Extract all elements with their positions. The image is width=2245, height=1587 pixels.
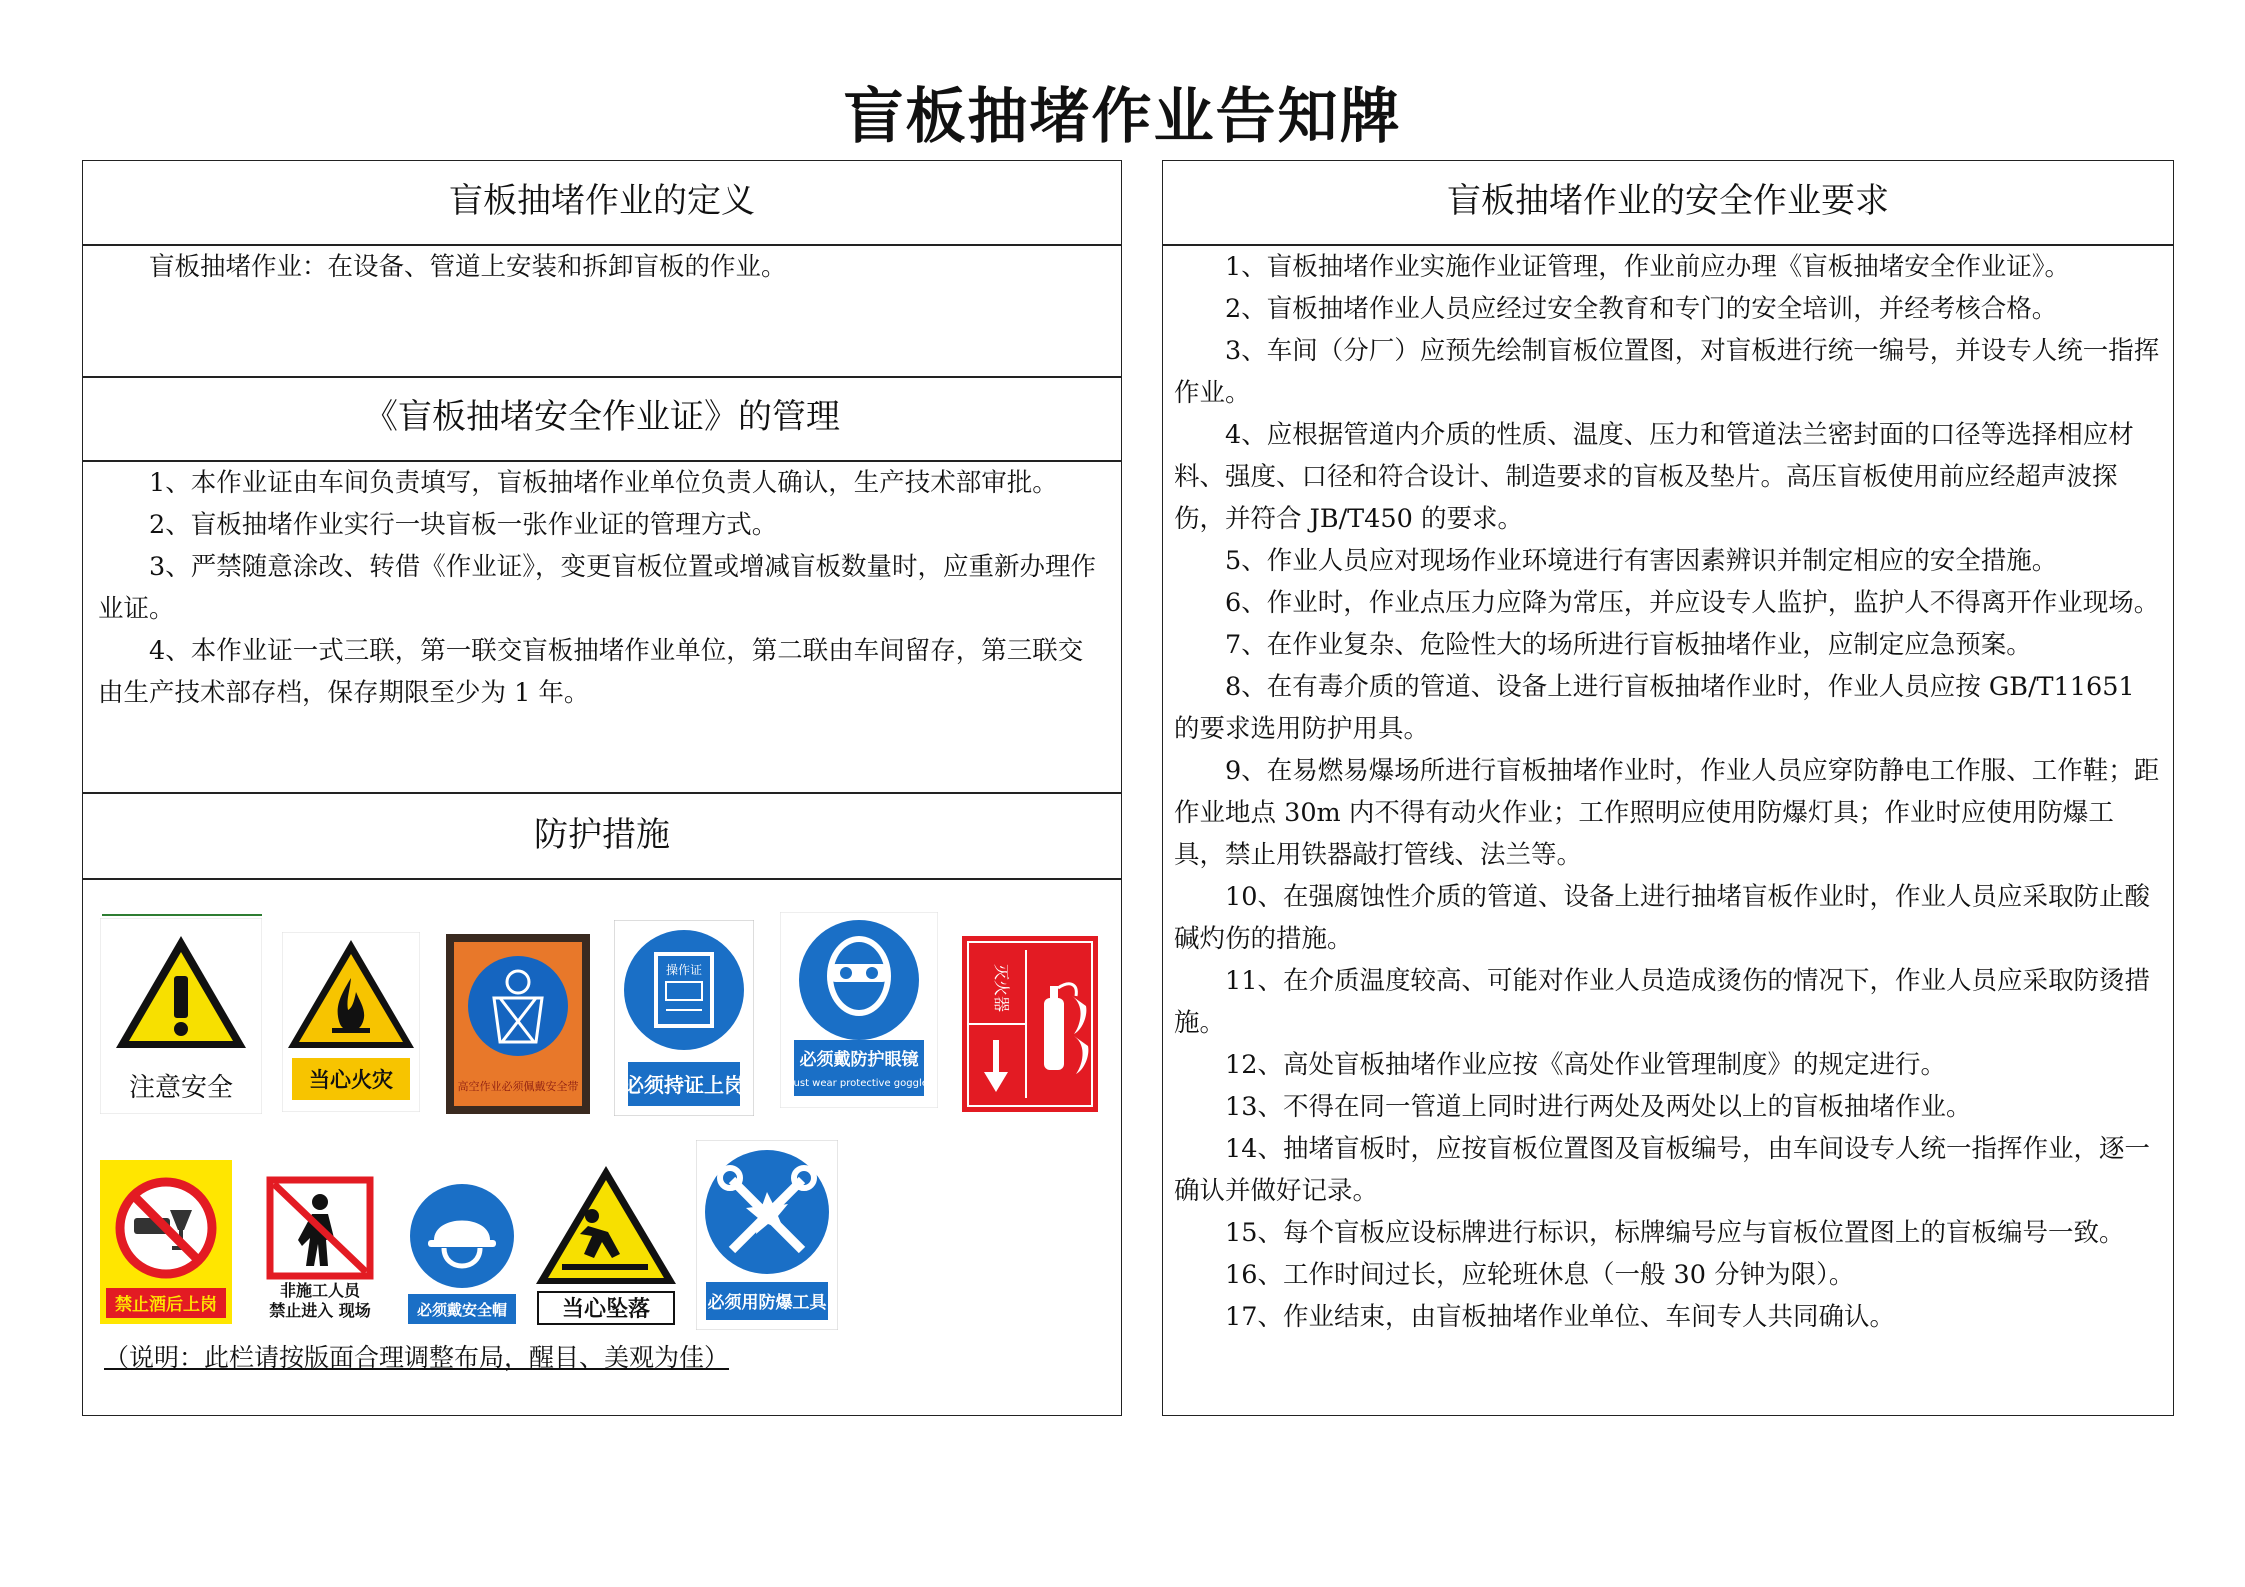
requirement-item: 2、盲板抽堵作业人员应经过安全教育和专门的安全培训，并经考核合格。 [1225, 294, 2058, 324]
requirement-item: 12、高处盲板抽堵作业应按《高处作业管理制度》的规定进行。 [1225, 1050, 1946, 1080]
fire-warning-label: 当心火灾 [309, 1068, 393, 1092]
helmet-icon [410, 1184, 514, 1288]
permit-item: 1、本作业证由车间负责填写，盲板抽堵作业单位负责人确认，生产技术部审批。 [149, 468, 1058, 498]
definition-heading: 盲板抽堵作业的定义 [449, 181, 755, 221]
requirements-text [1174, 246, 2164, 1338]
requirement-item: 7、在作业复杂、危险性大的场所进行盲板抽堵作业，应制定应急预案。 [1225, 630, 2032, 660]
protection-heading: 防护措施 [534, 815, 670, 855]
permit-required-sign [614, 920, 754, 1116]
no-entry-person-icon [270, 1180, 370, 1276]
requirement-item: 16、工作时间过长，应轮班休息（一般 30 分钟为限）。 [1225, 1260, 1855, 1290]
harness-label: 高空作业必须佩戴安全带 [457, 1080, 579, 1093]
extinguisher-label: 灭火器 [992, 964, 1011, 1013]
goggles-label: 必须戴防护眼镜 [799, 1050, 919, 1070]
divider [82, 376, 1122, 378]
requirement-item: 13、不得在同一管道上同时进行两处及两处以上的盲板抽堵作业。 [1225, 1092, 1972, 1122]
requirement-item: 10、在强腐蚀性介质的管道、设备上进行抽堵盲板作业时，作业人员应采取防止酸碱灼伤的措施。 [1174, 882, 2150, 954]
fall-warning-sign [532, 1162, 680, 1328]
requirement-item: 8、在有毒介质的管道、设备上进行盲板抽堵作业时，作业人员应按 GB/T11651 的要求选用防护用具。 [1174, 672, 2135, 744]
definition-text [98, 246, 1108, 288]
requirement-item: 4、应根据管道内介质的性质、温度、压力和管道法兰密封面的口径等选择相应材料、强度、口径和符合设计、制造要求的盲板及垫片。高压盲板使用前应经超声波探伤，并符合 JB/T450 的要求。 [1174, 420, 2134, 534]
permit-card-icon [624, 930, 744, 1050]
requirement-item: 6、作业时，作业点压力应降为常压，并应设专人监护，监护人不得离开作业现场。 [1225, 588, 2160, 618]
explosion-proof-tools-sign [696, 1140, 838, 1330]
divider [82, 792, 1122, 794]
no-entry-label-line1: 非施工人员 [279, 1281, 361, 1300]
explosion-proof-tools-label: 必须用防爆工具 [707, 1293, 827, 1313]
tools-icon [705, 1150, 829, 1274]
divider [82, 878, 1122, 880]
permit-text [98, 462, 1108, 714]
fire-warning-sign [282, 932, 420, 1112]
page-title: 盲板抽堵作业告知牌 [843, 82, 1402, 152]
requirement-item: 1、盲板抽堵作业实施作业证管理，作业前应办理《盲板抽堵安全作业证》。 [1225, 252, 2070, 282]
decorative-line [102, 914, 262, 916]
requirement-item: 3、车间（分厂）应预先绘制盲板位置图，对盲板进行统一编号，并设专人统一指挥作业。 [1174, 336, 2160, 408]
goggles-required-sign [780, 912, 938, 1108]
no-alcohol-icon [120, 1182, 212, 1274]
definition-paragraph: 盲板抽堵作业：在设备、管道上安装和拆卸盲板的作业。 [149, 252, 787, 282]
requirement-item: 17、作业结束，由盲板抽堵作业单位、车间专人共同确认。 [1225, 1302, 1895, 1332]
permit-card-text: 操作证 [665, 963, 703, 977]
requirement-item: 14、抽堵盲板时，应按盲板位置图及盲板编号，由车间设专人统一指挥作业，逐一确认并做好记录。 [1174, 1134, 2150, 1206]
requirements-heading: 盲板抽堵作业的安全作业要求 [1447, 181, 1889, 221]
goggles-label-en: Must wear protective goggles [784, 1078, 934, 1089]
caution-sign [100, 918, 262, 1114]
caution-label: 注意安全 [128, 1073, 234, 1103]
helmet-label: 必须戴安全帽 [416, 1301, 508, 1319]
permit-heading: 《盲板抽堵安全作业证》的管理 [364, 397, 840, 437]
fire-extinguisher-sign [962, 936, 1098, 1112]
harness-icon [468, 956, 568, 1056]
requirement-item: 9、在易燃易爆场所进行盲板抽堵作业时，作业人员应穿防静电工作服、工作鞋；距作业地点 30m 内不得有动火作业；工作照明应使用防爆灯具；作业时应使用防爆工具，禁止用铁器敲打管线、法兰等。 [1174, 756, 2160, 870]
helmet-required-sign [400, 1176, 524, 1328]
no-entry-label-line2: 禁止进入 现场 [269, 1301, 371, 1320]
permit-required-label: 必须持证上岗 [624, 1073, 744, 1097]
no-entry-sign [254, 1176, 386, 1322]
permit-item: 3、严禁随意涂改、转借《作业证》，变更盲板位置或增减盲板数量时，应重新办理作业证。 [98, 552, 1096, 624]
requirement-item: 5、作业人员应对现场作业环境进行有害因素辨识并制定相应的安全措施。 [1225, 546, 2058, 576]
no-drinking-sign [100, 1160, 232, 1324]
goggles-icon [799, 920, 919, 1040]
fall-warning-label: 当心坠落 [561, 1297, 651, 1322]
layout-note-caption: （说明：此栏请按版面合理调整布局，醒目、美观为佳） [104, 1343, 730, 1372]
no-drinking-label: 禁止酒后上岗 [115, 1295, 217, 1315]
permit-item: 2、盲板抽堵作业实行一块盲板一张作业证的管理方式。 [149, 510, 778, 540]
permit-item: 4、本作业证一式三联，第一联交盲板抽堵作业单位，第二联由车间留存，第三联交由生产技术部存档，保存期限至少为 1 年。 [98, 636, 1084, 708]
requirement-item: 11、在介质温度较高、可能对作业人员造成烫伤的情况下，作业人员应采取防烫措施。 [1174, 966, 2150, 1038]
requirement-item: 15、每个盲板应设标牌进行标识，标牌编号应与盲板位置图上的盲板编号一致。 [1225, 1218, 2125, 1248]
safety-harness-sign [446, 934, 590, 1114]
